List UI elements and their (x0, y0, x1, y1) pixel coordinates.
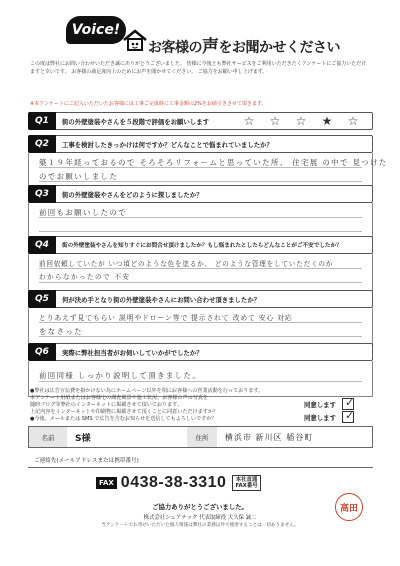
fax-label: FAX (96, 477, 117, 489)
question-number: Q2 (28, 135, 56, 153)
consent-label: 同意します (304, 400, 336, 409)
publication-note: ●弊社は広告宣伝費を掛かけない為にホームページ以外を相にお客様への営業活動を行っております。 (30, 388, 264, 394)
check-icon: ✓ (344, 409, 355, 422)
handwritten-answer: とりあえず見てもらい 説明やドローン等で 提示されて 改めて 安心 対応 (39, 314, 293, 322)
question-1 (28, 112, 373, 130)
house-icon (122, 28, 148, 52)
consent-checkbox[interactable] (342, 411, 354, 423)
handwritten-answer: 前回もお願いしたので (39, 208, 127, 217)
handwritten-answer: 築１９年経っておるので そろそろリフォームと思っていた所、 住宅展 の中で 見つけた (39, 158, 388, 167)
consent-label: 同意します (304, 413, 336, 422)
question-number: Q3 (28, 185, 56, 203)
publication-note: 上記内容をインターネットや印刷物に掲載させて頂くことに同意いただけますか？ (30, 409, 219, 415)
handwritten-answer: 前回依頼していたが いつ頃どのような色を塗るか、 どのような管理をしていただくのか (39, 260, 334, 268)
fax-row (96, 474, 261, 492)
privacy-note: 当アンケートでお寄せいただいた個人情報は弊社の業務以外で使用することは一切ありません。 (101, 523, 299, 528)
fax-badge: 本社直通 FAX番号 (232, 475, 260, 491)
fax-number: 0438-38-3310 (120, 474, 227, 491)
star-filled-icon[interactable]: ☆ (243, 114, 255, 128)
company-name: 株式会社シェアテック 代表取締役 大久保 誠二 (143, 515, 257, 521)
publication-note: 本アンケート用紙またはお客様宅の調査風景や施工状況、お客様の声の写真を (30, 395, 208, 401)
question-text: 何が決め手となり街の外壁塗装やさんにお問い合わせ頂きましたか？ (62, 295, 261, 304)
star-filled-icon[interactable]: ☆ (269, 114, 281, 128)
handwritten-answer: のでお願いしました (39, 172, 119, 181)
star-empty-icon[interactable]: ☆ (347, 114, 359, 128)
voice-badge: Voice! (66, 16, 126, 44)
question-text: 街の外壁塗装やさんをどのように探しましたか？ (62, 190, 203, 199)
discount-notice: ※本アンケートにご記入いただいたお客様には工事ご完成時に工事金額の2%をお値引きさせて頂きます。 (30, 101, 267, 107)
thanks-text: ご協力ありがとうございました。 (152, 503, 248, 511)
check-icon: ✓ (344, 396, 355, 409)
question-number: Q5 (28, 290, 56, 308)
rating-stars[interactable] (242, 114, 360, 128)
handwritten-answer: わからなかったので 不安 (39, 273, 131, 281)
question-number: Q1 (28, 112, 56, 130)
star-filled-icon[interactable]: ☆ (295, 114, 307, 128)
marketing-consent[interactable] (304, 411, 354, 423)
publication-note: 随時ブログ等弊社のインターネットに掲載させて頂いております。 (30, 402, 182, 408)
page-title: お客様の声をお聞かせください (148, 37, 340, 57)
handwritten-answer: 前回同様 しっかり説明して頂きました。 (39, 371, 201, 380)
marketing-note: ●今後、メールまたは SMS で広告を含むお知らせを送信してもよろしいですか？ (30, 416, 217, 422)
contact-field[interactable]: ご連絡先(メールアドレスまたは携帯番号) (28, 452, 373, 468)
customer-info (28, 426, 373, 448)
question-text: 街の外壁塗装やさんを知りすぐにお問合せ頂けましたか？もし悩まれたとしたらどんなことがご不安でしたか？ (62, 243, 342, 249)
question-text: 実際に弊社担当者がお伺いしていかがでしたか？ (62, 348, 203, 357)
name-field[interactable]: S様 (75, 433, 91, 444)
intro-text: この度は弊社にお問い合わせいただき誠にありがとうございました。 皆様に今後とも弊社サービスをご利用いただきたくアンケートにご協力いただけますと幸いです。 お客様の満足度向上のためにお声を聞かせてください。 ご協力をお願い申し上げます。 (30, 61, 367, 75)
hanko-seal: 高田 (335, 493, 363, 521)
handwritten-answer: をなさった (39, 327, 83, 336)
name-label: 名前 (29, 427, 67, 447)
question-text: 街の外壁塗装やさんを５段階で評価をお願いします (62, 117, 209, 126)
question-text: 工事を検討したきっかけは何ですか？どんなことで悩まれていましたか？ (62, 140, 273, 149)
star-filled-icon[interactable]: ★ (321, 114, 333, 128)
address-label: 住所 (187, 427, 217, 447)
question-number: Q6 (28, 343, 56, 361)
question-number: Q4 (28, 236, 56, 254)
address-field[interactable]: 横浜市 新川区 稲谷町 (225, 432, 314, 442)
